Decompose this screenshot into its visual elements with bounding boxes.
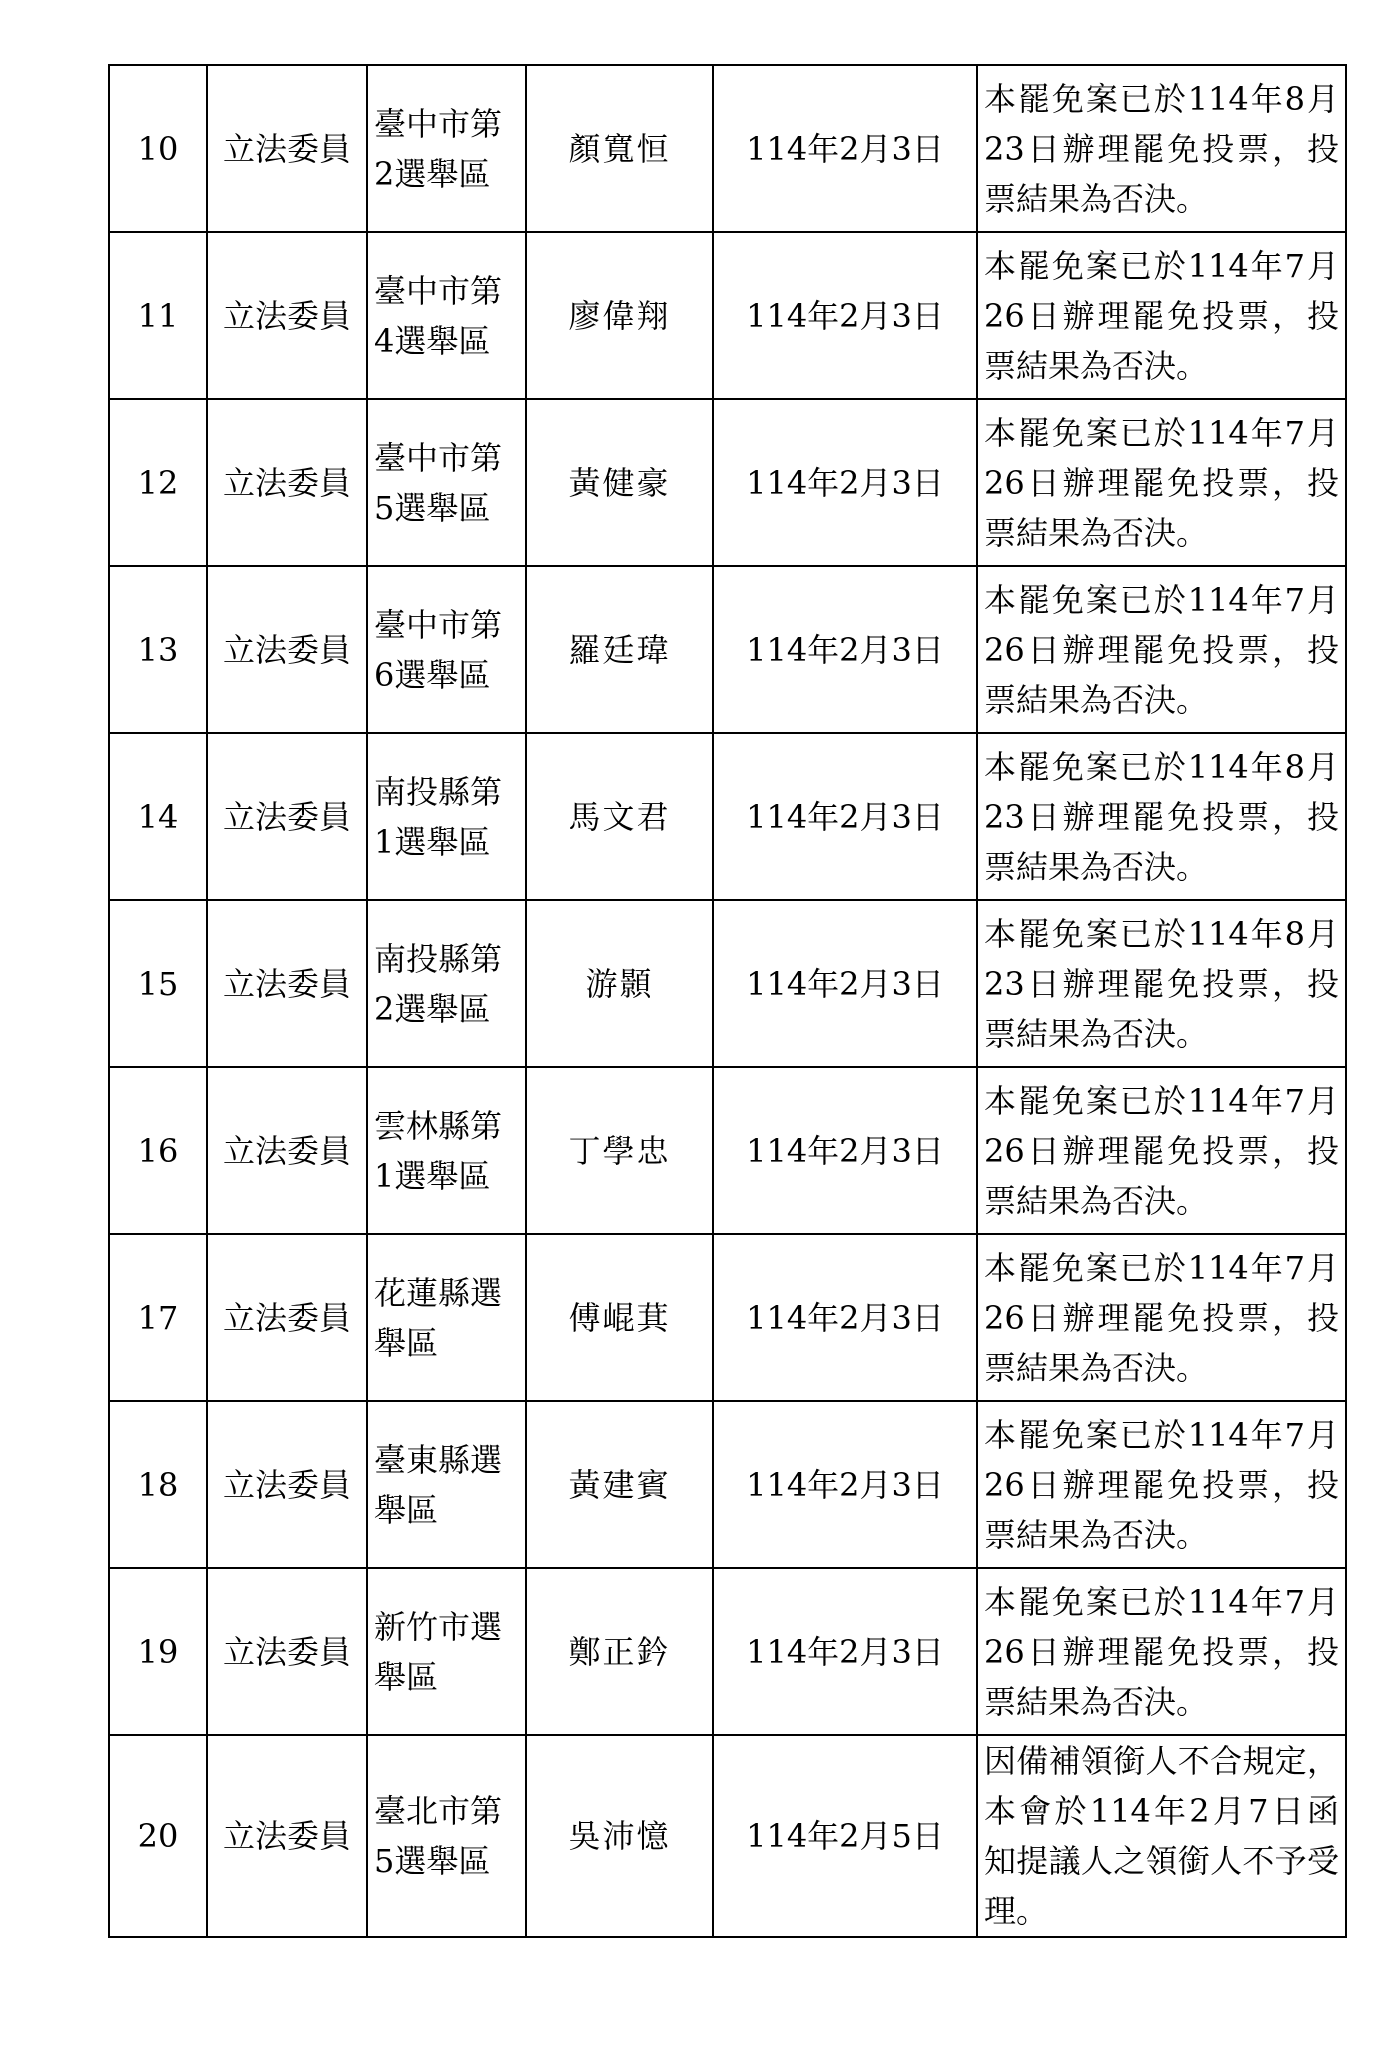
result-cell: 本罷免案已於114年7月26日辦理罷免投票，投票結果為否決。 bbox=[977, 1401, 1346, 1568]
official-name: 鄭正鈐 bbox=[526, 1568, 713, 1735]
office-cell: 立法委員 bbox=[207, 399, 367, 566]
district-cell: 臺中市第4選舉區 bbox=[367, 232, 526, 399]
table-row bbox=[109, 65, 1346, 232]
official-name: 黃健豪 bbox=[526, 399, 713, 566]
filing-date: 114年2月3日 bbox=[713, 65, 977, 232]
filing-date: 114年2月3日 bbox=[713, 1568, 977, 1735]
result-cell: 本罷免案已於114年7月26日辦理罷免投票，投票結果為否決。 bbox=[977, 399, 1346, 566]
case-number: 20 bbox=[109, 1735, 207, 1937]
case-number: 17 bbox=[109, 1234, 207, 1401]
result-cell: 本罷免案已於114年8月23日辦理罷免投票，投票結果為否決。 bbox=[977, 733, 1346, 900]
table-row bbox=[109, 232, 1346, 399]
filing-date: 114年2月3日 bbox=[713, 399, 977, 566]
office-cell: 立法委員 bbox=[207, 1401, 367, 1568]
office-cell: 立法委員 bbox=[207, 900, 367, 1067]
official-name: 黃建賓 bbox=[526, 1401, 713, 1568]
case-number: 10 bbox=[109, 65, 207, 232]
official-name: 丁學忠 bbox=[526, 1067, 713, 1234]
filing-date: 114年2月3日 bbox=[713, 1067, 977, 1234]
office-cell: 立法委員 bbox=[207, 1234, 367, 1401]
table-row bbox=[109, 1735, 1346, 1937]
case-number: 18 bbox=[109, 1401, 207, 1568]
result-cell: 本罷免案已於114年8月23日辦理罷免投票，投票結果為否決。 bbox=[977, 900, 1346, 1067]
district-cell: 臺北市第5選舉區 bbox=[367, 1735, 526, 1937]
office-cell: 立法委員 bbox=[207, 733, 367, 900]
case-number: 19 bbox=[109, 1568, 207, 1735]
result-cell: 本罷免案已於114年7月26日辦理罷免投票，投票結果為否決。 bbox=[977, 232, 1346, 399]
result-cell: 本罷免案已於114年8月23日辦理罷免投票，投票結果為否決。 bbox=[977, 65, 1346, 232]
office-cell: 立法委員 bbox=[207, 232, 367, 399]
filing-date: 114年2月3日 bbox=[713, 733, 977, 900]
result-cell: 因備補領銜人不合規定，本會於114年2月7日函知提議人之領銜人不予受理。 bbox=[977, 1735, 1346, 1937]
district-cell: 臺中市第5選舉區 bbox=[367, 399, 526, 566]
official-name: 馬文君 bbox=[526, 733, 713, 900]
district-cell: 臺中市第2選舉區 bbox=[367, 65, 526, 232]
table-row bbox=[109, 900, 1346, 1067]
case-number: 11 bbox=[109, 232, 207, 399]
table-row bbox=[109, 1234, 1346, 1401]
filing-date: 114年2月3日 bbox=[713, 900, 977, 1067]
table-row bbox=[109, 1568, 1346, 1735]
table-row bbox=[109, 733, 1346, 900]
district-cell: 南投縣第1選舉區 bbox=[367, 733, 526, 900]
case-number: 13 bbox=[109, 566, 207, 733]
office-cell: 立法委員 bbox=[207, 566, 367, 733]
official-name: 吳沛憶 bbox=[526, 1735, 713, 1937]
official-name: 傅崐萁 bbox=[526, 1234, 713, 1401]
case-number: 12 bbox=[109, 399, 207, 566]
district-cell: 南投縣第2選舉區 bbox=[367, 900, 526, 1067]
table-row bbox=[109, 1401, 1346, 1568]
filing-date: 114年2月3日 bbox=[713, 1234, 977, 1401]
table-row bbox=[109, 566, 1346, 733]
district-cell: 雲林縣第1選舉區 bbox=[367, 1067, 526, 1234]
filing-date: 114年2月3日 bbox=[713, 232, 977, 399]
case-number: 16 bbox=[109, 1067, 207, 1234]
district-cell: 臺中市第6選舉區 bbox=[367, 566, 526, 733]
official-name: 羅廷瑋 bbox=[526, 566, 713, 733]
result-cell: 本罷免案已於114年7月26日辦理罷免投票，投票結果為否決。 bbox=[977, 1568, 1346, 1735]
official-name: 顏寬恒 bbox=[526, 65, 713, 232]
table-row bbox=[109, 1067, 1346, 1234]
official-name: 游顥 bbox=[526, 900, 713, 1067]
district-cell: 新竹市選舉區 bbox=[367, 1568, 526, 1735]
result-cell: 本罷免案已於114年7月26日辦理罷免投票，投票結果為否決。 bbox=[977, 566, 1346, 733]
result-cell: 本罷免案已於114年7月26日辦理罷免投票，投票結果為否決。 bbox=[977, 1234, 1346, 1401]
official-name: 廖偉翔 bbox=[526, 232, 713, 399]
office-cell: 立法委員 bbox=[207, 1568, 367, 1735]
recall-cases-table bbox=[108, 64, 1347, 1938]
filing-date: 114年2月3日 bbox=[713, 1401, 977, 1568]
office-cell: 立法委員 bbox=[207, 1067, 367, 1234]
office-cell: 立法委員 bbox=[207, 1735, 367, 1937]
case-number: 14 bbox=[109, 733, 207, 900]
filing-date: 114年2月3日 bbox=[713, 566, 977, 733]
district-cell: 花蓮縣選舉區 bbox=[367, 1234, 526, 1401]
result-cell: 本罷免案已於114年7月26日辦理罷免投票，投票結果為否決。 bbox=[977, 1067, 1346, 1234]
table-row bbox=[109, 399, 1346, 566]
district-cell: 臺東縣選舉區 bbox=[367, 1401, 526, 1568]
case-number: 15 bbox=[109, 900, 207, 1067]
filing-date: 114年2月5日 bbox=[713, 1735, 977, 1937]
office-cell: 立法委員 bbox=[207, 65, 367, 232]
